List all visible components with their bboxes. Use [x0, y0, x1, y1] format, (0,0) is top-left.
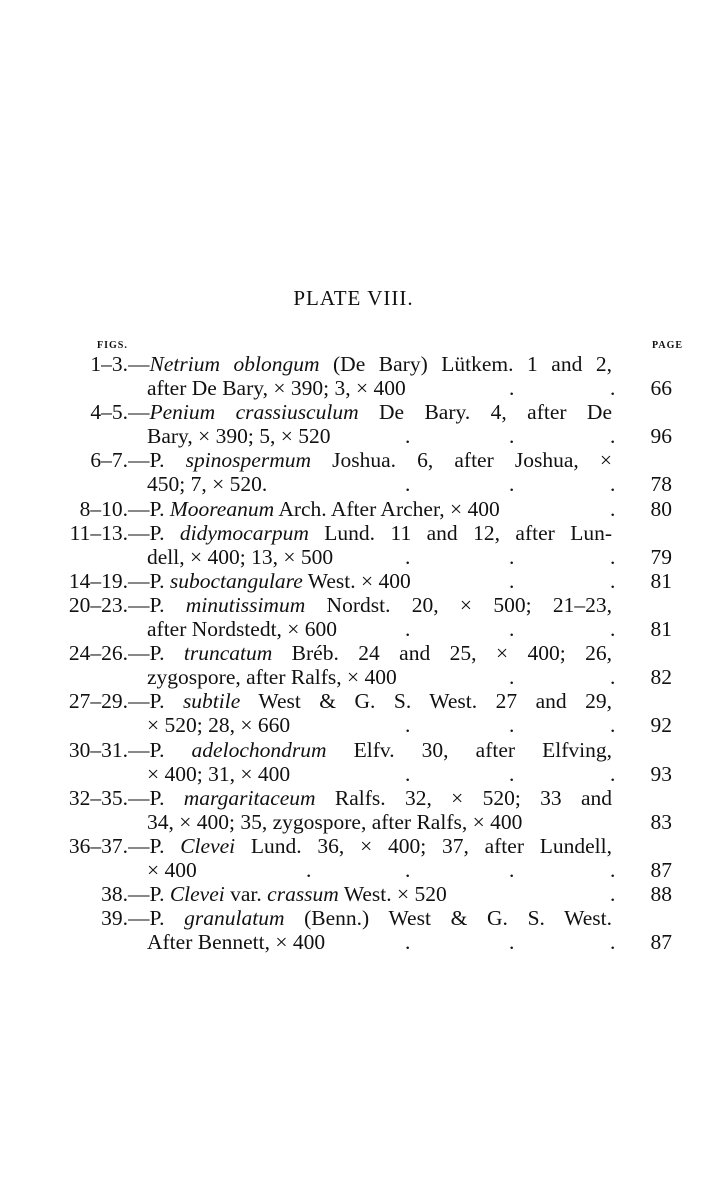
entry-continuation-line [0, 858, 707, 882]
text-segment: P. [149, 737, 192, 762]
entry-continuation-line [0, 617, 707, 641]
figure-numbers: 32–35. [68, 785, 128, 810]
entry-text [147, 762, 290, 786]
leader-dot: . [610, 713, 616, 738]
figure-numbers: 20–23. [68, 592, 128, 617]
species-name: Netrium oblongum [149, 352, 320, 376]
entry-text [147, 545, 333, 569]
text-segment: 450; 7, × 520. [147, 472, 268, 497]
text-segment: 34, × 400; 35, zygospore, after Ralfs, × 400 [147, 809, 523, 834]
text-segment: Elfv. 30, after Elfving, [326, 737, 612, 762]
leader-dot: . [405, 617, 411, 642]
species-name: Penium crassiusculum [149, 400, 359, 425]
entry-continuation-line [0, 810, 707, 834]
species-name: truncatum [183, 641, 273, 666]
entry-text [128, 906, 612, 930]
leader-dot: . [405, 930, 411, 955]
entry-line [0, 448, 707, 472]
entry-continuation-line [0, 376, 707, 400]
figure-entry [0, 497, 707, 521]
page-number: 79 [650, 544, 672, 569]
entry-line [0, 641, 707, 665]
text-segment: × 400 [147, 857, 197, 882]
text-segment: Bary, × 390; 5, × 520 [147, 424, 331, 449]
leader-dot: . [405, 472, 411, 497]
figure-numbers: 14–19. [68, 568, 128, 593]
leader-dot: . [306, 857, 312, 882]
text-segment: P. [149, 906, 185, 931]
em-dash: — [128, 641, 150, 666]
figure-entry [0, 593, 707, 641]
entry-continuation-line [0, 665, 707, 689]
entry-continuation-line [0, 472, 707, 496]
entry-text [128, 352, 612, 376]
species-name: Clevei [180, 833, 236, 858]
page-number: 93 [650, 761, 672, 786]
text-segment: Joshua. 6, after Joshua, × [311, 448, 612, 473]
figure-numbers: 27–29. [68, 689, 128, 714]
entry-text [147, 713, 290, 737]
em-dash: — [128, 496, 150, 521]
entry-continuation-line [0, 713, 707, 737]
entry-line [0, 882, 707, 906]
figure-entry [0, 448, 707, 496]
entry-continuation-line [0, 424, 707, 448]
figure-entry [0, 400, 707, 448]
page-number: 87 [650, 857, 672, 882]
species-name: subtile [182, 689, 241, 714]
em-dash: — [128, 568, 150, 593]
figure-numbers: 30–31. [68, 737, 128, 762]
entry-text [147, 472, 267, 496]
species-name: Clevei [169, 882, 225, 907]
page-number: 66 [650, 376, 672, 401]
species-name: crassum [267, 882, 339, 907]
figure-numbers: 39. [101, 906, 128, 931]
em-dash: — [128, 906, 150, 931]
figure-numbers: 4–5. [90, 400, 128, 425]
plate-title: PLATE VIII. [293, 286, 414, 310]
em-dash: — [128, 520, 150, 545]
entry-line [0, 689, 707, 713]
text-segment: West. × 520 [338, 882, 447, 907]
figure-entry [0, 906, 707, 954]
text-segment: Arch. After Archer, × 400 [274, 496, 500, 521]
leader-dot: . [509, 568, 515, 593]
entry-text [128, 882, 612, 906]
em-dash: — [128, 689, 150, 714]
leader-dot: . [509, 617, 515, 642]
species-name: adelochondrum [191, 737, 327, 762]
em-dash: — [128, 592, 150, 617]
leader-dot: . [509, 376, 515, 401]
leader-dot: . [610, 496, 616, 521]
leader-dot: . [610, 930, 616, 955]
em-dash: — [128, 882, 150, 907]
entry-text [147, 665, 397, 689]
figure-numbers: 36–37. [68, 833, 128, 858]
page-number: 82 [650, 665, 672, 690]
page-number: 83 [650, 809, 672, 834]
entry-line [0, 906, 707, 930]
text-segment: × 520; 28, × 660 [147, 713, 291, 738]
text-segment: × 400; 31, × 400 [147, 761, 291, 786]
figure-numbers: 38. [101, 882, 128, 907]
text-segment: dell, × 400; 13, × 500 [147, 544, 334, 569]
entry-text [147, 810, 522, 834]
figure-entry [0, 738, 707, 786]
leader-dot: . [509, 544, 515, 569]
leader-dot: . [509, 472, 515, 497]
leader-dot: . [405, 424, 411, 449]
entry-text [128, 834, 612, 858]
em-dash: — [128, 352, 150, 376]
entry-line [0, 569, 707, 593]
leader-dot: . [509, 761, 515, 786]
text-segment: Ralfs. 32, × 520; 33 and [315, 785, 612, 810]
entry-text [147, 424, 331, 448]
leader-dot: . [509, 930, 515, 955]
leader-dot: . [405, 713, 411, 738]
em-dash: — [128, 400, 150, 425]
text-segment: Bréb. 24 and 25, × 400; 26, [272, 641, 612, 666]
figure-entry [0, 834, 707, 882]
figure-entry [0, 689, 707, 737]
entry-line [0, 497, 707, 521]
leader-dot: . [509, 424, 515, 449]
page-number: 88 [650, 882, 672, 907]
figure-numbers: 24–26. [68, 641, 128, 666]
text-segment: P. [149, 785, 184, 810]
page-number: 81 [650, 568, 672, 593]
species-name: suboctangulare [169, 568, 303, 593]
text-segment: West. × 400 [302, 568, 411, 593]
figure-entry [0, 786, 707, 834]
species-name: granulatum [184, 906, 285, 931]
text-segment: P. [149, 568, 170, 593]
text-segment: Lund. 11 and 12, after Lun- [308, 520, 612, 545]
entry-text [147, 930, 325, 954]
species-name: minutissimum [185, 592, 306, 617]
text-segment: P. [149, 520, 180, 545]
figure-entry [0, 521, 707, 569]
leader-dot: . [610, 424, 616, 449]
species-name: margaritaceum [183, 785, 316, 810]
leader-dot: . [509, 857, 515, 882]
text-segment: after Nordstedt, × 600 [147, 617, 338, 642]
page-number: 81 [650, 617, 672, 642]
entry-line [0, 786, 707, 810]
leader-dot: . [610, 617, 616, 642]
entry-text [128, 738, 612, 762]
text-segment: P. [149, 448, 186, 473]
figure-numbers: 8–10. [79, 496, 128, 521]
entry-text [128, 689, 612, 713]
figure-numbers: 6–7. [90, 448, 128, 473]
entry-continuation-line [0, 762, 707, 786]
entry-text [128, 497, 612, 521]
page-number: 80 [650, 496, 672, 521]
entry-text [147, 376, 406, 400]
species-name: didymocarpum [179, 520, 309, 545]
em-dash: — [128, 785, 150, 810]
text-segment: (De Bary) Lütkem. 1 and 2, [319, 352, 612, 376]
entry-line [0, 593, 707, 617]
entry-text [147, 858, 197, 882]
leader-dot: . [610, 857, 616, 882]
page-column-header: PAGE [652, 340, 684, 351]
leader-dot: . [610, 568, 616, 593]
leader-dot: . [405, 857, 411, 882]
leader-dot: . [610, 376, 616, 401]
species-name: Mooreanum [169, 496, 275, 521]
figure-entry [0, 569, 707, 593]
em-dash: — [128, 833, 150, 858]
figure-entry [0, 882, 707, 906]
page-number: 92 [650, 713, 672, 738]
leader-dot: . [405, 761, 411, 786]
leader-dot: . [405, 544, 411, 569]
entry-text [128, 521, 612, 545]
figure-entry [0, 352, 707, 400]
text-segment: Lund. 36, × 400; 37, after Lundell, [235, 833, 612, 858]
leader-dot: . [509, 713, 515, 738]
entry-line [0, 521, 707, 545]
entry-text [128, 569, 612, 593]
page-number: 96 [650, 424, 672, 449]
text-segment: zygospore, after Ralfs, × 400 [147, 665, 397, 690]
entry-continuation-line [0, 545, 707, 569]
figure-list [0, 352, 707, 954]
page-number: 87 [650, 930, 672, 955]
entry-text [128, 593, 612, 617]
entry-text [128, 641, 612, 665]
leader-dot: . [610, 761, 616, 786]
entry-continuation-line [0, 930, 707, 954]
leader-dot: . [509, 665, 515, 690]
text-segment: P. [149, 689, 183, 714]
entry-text [128, 786, 612, 810]
leader-dot: . [610, 472, 616, 497]
text-segment: West & G. S. West. 27 and 29, [240, 689, 612, 714]
figure-numbers: 1–3. [90, 352, 128, 376]
leader-dot: . [610, 544, 616, 569]
leader-dot: . [610, 665, 616, 690]
text-segment: P. [149, 496, 170, 521]
figure-numbers: 11–13. [69, 520, 128, 545]
text-segment: De Bary. 4, after De [358, 400, 612, 425]
em-dash: — [128, 737, 150, 762]
text-segment: P. [149, 641, 184, 666]
entry-line [0, 352, 707, 376]
leader-dot: . [610, 882, 616, 907]
text-segment: after De Bary, × 390; 3, × 400 [147, 376, 406, 401]
page-number: 78 [650, 472, 672, 497]
text-segment: Nordst. 20, × 500; 21–23, [305, 592, 612, 617]
entry-line [0, 400, 707, 424]
text-segment: (Benn.) West & G. S. West. [284, 906, 612, 931]
text-segment: P. [149, 592, 186, 617]
em-dash: — [128, 448, 150, 473]
species-name: spinospermum [185, 448, 311, 473]
entry-text [147, 617, 337, 641]
text-segment: P. [149, 882, 170, 907]
text-segment: P. [149, 833, 181, 858]
entry-text [128, 448, 612, 472]
entry-line [0, 834, 707, 858]
figure-entry [0, 641, 707, 689]
text-segment: After Bennett, × 400 [147, 930, 326, 955]
entry-text [128, 400, 612, 424]
entry-line [0, 738, 707, 762]
figs-column-header: FIGS. [97, 340, 128, 351]
text-segment: var. [224, 882, 268, 907]
